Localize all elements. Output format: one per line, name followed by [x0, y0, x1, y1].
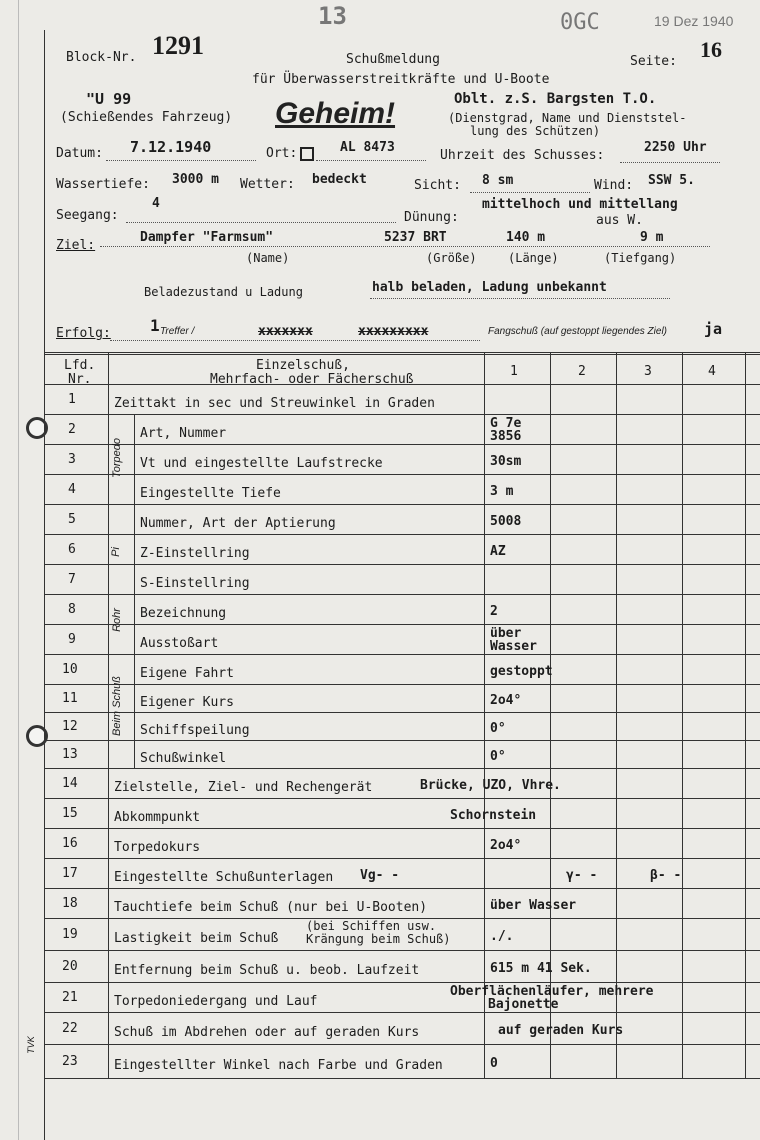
table-row-border — [44, 444, 760, 445]
table-row-border — [44, 712, 760, 713]
officer-caption-1: (Dienstgrad, Name und Dienststel- — [448, 111, 687, 125]
col-header-4: 4 — [708, 364, 716, 379]
row-value-1: 2o4° — [490, 838, 522, 853]
col-header-2: 2 — [578, 364, 586, 379]
row-number: 18 — [62, 896, 78, 911]
page-number: 16 — [700, 37, 722, 62]
result-label: Erfolg: — [56, 326, 111, 341]
caption-length: (Länge) — [508, 251, 559, 265]
row-number: 19 — [62, 927, 78, 942]
place-value: AL 8473 — [340, 140, 395, 155]
target-dots — [100, 246, 710, 247]
row-value-1: Oberflächenläufer, mehrere — [450, 984, 654, 999]
row-label: Schußwinkel — [140, 751, 227, 766]
row-number: 3 — [68, 452, 76, 467]
time-label: Uhrzeit des Schusses: — [440, 148, 605, 163]
table-row-border — [44, 474, 760, 475]
table-row-border — [44, 594, 760, 595]
table-col-border — [44, 352, 45, 1078]
weather-value: bedeckt — [312, 172, 367, 187]
table-row-border — [44, 504, 760, 505]
target-label: Ziel: — [56, 238, 96, 253]
table-row-border — [44, 1044, 760, 1045]
col-header-no-2: Nr. — [68, 372, 92, 387]
row-label: Lastigkeit beim Schuß — [114, 931, 279, 946]
row-number: 8 — [68, 602, 76, 617]
row-label: Eingestellter Winkel nach Farbe und Graden — [114, 1058, 443, 1073]
coup-de-grace-label: Fangschuß (auf gestoppt liegendes Ziel) — [488, 326, 667, 337]
table-row-border — [44, 564, 760, 565]
row-number: 7 — [68, 572, 76, 587]
row-label: Bezeichnung — [140, 606, 227, 621]
depth-label: Wassertiefe: — [56, 177, 150, 192]
row-label-note: (bei Schiffen usw. — [306, 919, 437, 933]
sea-state-value: 4 — [152, 196, 160, 211]
row-number: 5 — [68, 512, 76, 527]
table-row-border — [44, 684, 760, 685]
table-row-border — [44, 982, 760, 983]
table-row-border — [44, 414, 760, 415]
row-value-1: 0° — [490, 749, 506, 764]
result-hits: 1 — [150, 316, 160, 335]
block-number: 1291 — [152, 31, 204, 60]
row-number: 9 — [68, 632, 76, 647]
row-label: Zeittakt in sec und Streuwinkel in Graden — [114, 396, 435, 411]
group-beim-schuss: Beim Schuß — [111, 676, 123, 736]
form-subtitle: für Überwasserstreitkräfte und U-Boote — [252, 72, 550, 87]
row-number: 2 — [68, 422, 76, 437]
wind-value: SSW 5. — [648, 173, 695, 188]
table-col-border — [745, 352, 746, 1078]
target-length: 140 m — [506, 230, 546, 245]
row-number: 23 — [62, 1054, 78, 1069]
row-label: Torpedoniedergang und Lauf — [114, 994, 318, 1009]
row-label: Vt und eingestellte Laufstrecke — [140, 456, 383, 471]
row-number: 6 — [68, 542, 76, 557]
row-number: 20 — [62, 959, 78, 974]
row-label-note: Krängung beim Schuß) — [306, 932, 451, 946]
row-label: Nummer, Art der Aptierung — [140, 516, 336, 531]
row-label: Schiffspeilung — [140, 723, 250, 738]
row-value-1: 2 — [490, 604, 498, 619]
place-dots — [316, 160, 426, 161]
col-header-3: 3 — [644, 364, 652, 379]
row-number: 11 — [62, 691, 78, 706]
table-row-border — [44, 950, 760, 951]
row-label: Eigener Kurs — [140, 695, 234, 710]
table-row-border — [44, 888, 760, 889]
swell-value-1: mittelhoch und mittellang — [482, 197, 678, 212]
result-hits-label: Treffer / — [160, 326, 195, 337]
row-value-1: 5008 — [490, 514, 522, 529]
table-row-border — [44, 624, 760, 625]
group-divider — [134, 414, 135, 768]
block-label: Block-Nr. — [66, 50, 137, 65]
sea-state-dots — [126, 222, 396, 223]
cargo-value: halb beladen, Ladung unbekannt — [372, 280, 607, 295]
row-value-1: 30sm — [490, 454, 522, 469]
page-label: Seite: — [630, 54, 677, 69]
row-label: Schuß im Abdrehen oder auf geraden Kurs — [114, 1025, 420, 1040]
result-struck-2: xxxxxxxxx — [358, 324, 429, 339]
swell-value-2: aus W. — [596, 213, 643, 228]
margin-note: TVK — [26, 1036, 36, 1054]
group-rohr: Rohr — [111, 608, 123, 632]
row-label: Eingestellte Schußunterlagen — [114, 870, 334, 885]
table-row-border — [44, 654, 760, 655]
row-value-3: β- - — [650, 868, 682, 883]
row-label: Tauchtiefe beim Schuß (nur bei U-Booten) — [114, 900, 428, 915]
sea-state-label: Seegang: — [56, 208, 119, 223]
row-label: Eingestellte Tiefe — [140, 486, 281, 501]
row-label: Eigene Fahrt — [140, 666, 234, 681]
table-col-border — [682, 352, 683, 1078]
wind-label: Wind: — [594, 178, 634, 193]
table-row-border — [44, 768, 760, 769]
row-number: 4 — [68, 482, 76, 497]
row-number: 10 — [62, 662, 78, 677]
row-number: 13 — [62, 747, 78, 762]
target-draught: 9 m — [640, 230, 664, 245]
caption-name: (Name) — [246, 251, 290, 265]
row-value-1: 0 — [490, 1056, 498, 1071]
row-label: Entfernung beim Schuß u. beob. Laufzeit — [114, 963, 420, 978]
table-col-border — [484, 352, 485, 1078]
row-value-1: AZ — [490, 544, 506, 559]
row-label: S-Einstellring — [140, 576, 250, 591]
table-row-border — [44, 798, 760, 799]
row-value-1b: Bajonette — [488, 997, 559, 1012]
target-name: Dampfer "Farmsum" — [140, 230, 274, 245]
row-value-1: 615 m 41 Sek. — [490, 961, 592, 976]
target-tonnage: 5237 BRT — [384, 230, 447, 245]
boat-name: "U 99 — [86, 90, 132, 108]
row-label: Ausstoßart — [140, 636, 219, 651]
date-label: Datum: — [56, 146, 103, 161]
stamp-code: 0GC — [560, 10, 600, 35]
table-row-border — [44, 828, 760, 829]
table-row-border — [44, 1078, 760, 1079]
result-dots — [110, 340, 480, 341]
row-label: Z-Einstellring — [140, 546, 250, 561]
row-value-1: über — [490, 626, 522, 641]
row-value-1: G 7e — [490, 416, 522, 431]
visibility-value: 8 sm — [482, 173, 514, 188]
row-number: 15 — [62, 806, 78, 821]
row-number: 16 — [62, 836, 78, 851]
row-label: Zielstelle, Ziel- und Rechengerät — [114, 780, 373, 795]
table-row-border — [44, 858, 760, 859]
margin-line-outer — [18, 0, 19, 1140]
cargo-dots — [370, 298, 670, 299]
row-value-1: auf geraden Kurs — [498, 1023, 624, 1038]
col-header-desc-2: Mehrfach- oder Fächerschuß — [210, 372, 414, 387]
row-label: Torpedokurs — [114, 840, 201, 855]
place-label: Ort: — [266, 146, 298, 161]
time-dots — [620, 162, 720, 163]
table-row-border — [44, 534, 760, 535]
secret-stamp: Geheim! — [275, 97, 396, 130]
place-checkbox — [300, 147, 314, 161]
group-pi: Pi — [110, 547, 122, 557]
col-header-1: 1 — [510, 364, 518, 379]
table-col-border — [616, 352, 617, 1078]
col-header-desc-1: Einzelschuß, — [256, 358, 350, 373]
time-value: 2250 Uhr — [644, 140, 707, 155]
stamp-number: 13 — [318, 2, 347, 30]
boat-caption: (Schießendes Fahrzeug) — [60, 110, 233, 125]
row-number: 17 — [62, 866, 78, 881]
row-label: Art, Nummer — [140, 426, 227, 441]
row-number: 22 — [62, 1021, 78, 1036]
officer-name: Oblt. z.S. Bargsten T.O. — [454, 91, 657, 107]
row-value-1: 2o4° — [490, 693, 522, 708]
row-value-2: γ- - — [566, 868, 598, 883]
table-top-border — [44, 352, 760, 353]
row-value-1: Schornstein — [450, 808, 537, 823]
swell-label: Dünung: — [404, 210, 459, 225]
result-struck-1: xxxxxxx — [258, 324, 313, 339]
row-value-1: 3 m — [490, 484, 514, 499]
date-value: 7.12.1940 — [130, 138, 212, 156]
row-number: 1 — [68, 392, 76, 407]
cargo-label: Beladezustand u Ladung — [144, 285, 303, 299]
group-torpedo: Torpedo — [111, 438, 123, 478]
table-row-border — [44, 1012, 760, 1013]
row-value-1: über Wasser — [490, 898, 577, 913]
visibility-label: Sicht: — [414, 178, 461, 193]
table-top-border-2 — [44, 354, 760, 355]
officer-caption-2: lung des Schützen) — [470, 124, 601, 138]
weather-label: Wetter: — [240, 177, 295, 192]
caption-tonnage: (Größe) — [426, 251, 477, 265]
form-title: Schußmeldung — [346, 52, 440, 67]
row-value-1: ./. — [490, 929, 514, 944]
table-col-border — [108, 352, 109, 1078]
row-value-1b: Wasser — [490, 639, 537, 654]
col-header-no-1: Lfd. — [64, 358, 96, 373]
row-value-1: 0° — [490, 721, 506, 736]
row-value-1: Brücke, UZO, Vhre. — [420, 778, 561, 793]
stamp-date: 19 Dez 1940 — [654, 13, 734, 29]
row-value-1b: 3856 — [490, 429, 522, 444]
visibility-dots — [470, 192, 590, 193]
table-row-border — [44, 740, 760, 741]
row-value-1: gestoppt — [490, 664, 553, 679]
date-dots — [106, 160, 256, 161]
row-number: 14 — [62, 776, 78, 791]
row-value-1: Vg- - — [360, 868, 400, 883]
row-number: 21 — [62, 990, 78, 1005]
row-number: 12 — [62, 719, 78, 734]
row-label: Abkommpunkt — [114, 810, 201, 825]
depth-value: 3000 m — [172, 172, 219, 187]
coup-de-grace-value: ja — [704, 320, 723, 338]
caption-draught: (Tiefgang) — [604, 251, 677, 265]
